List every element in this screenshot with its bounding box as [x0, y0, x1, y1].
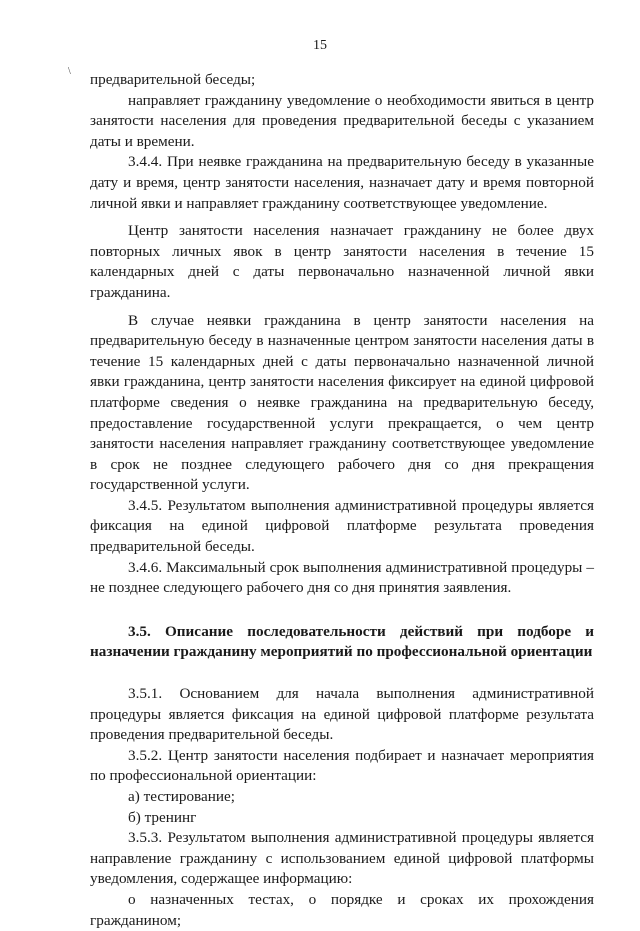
list-item: б) тренинг	[128, 808, 197, 826]
paragraph: о назначенных тестах, о порядке и сроках их прохождения гражданином;	[90, 890, 594, 929]
margin-mark: \	[68, 66, 71, 77]
paragraph: В случае неявки гражданина в центр занятости населения на предварительную беседу в назначенные центром занятости населения даты в течение 15 календарных дней с даты первоначально назначенной личной явки гражданина, центр занятости населения фиксирует на единой цифровой платформе сведения о неявке гражданина на предварительную беседу, предоставление государственной услуги прекращается, о чем центр занятости населения направляет гражданину соответствующее уведомление в срок не позднее следующего рабочего дня со дня прекращения государственной услуги.	[90, 311, 594, 494]
paragraph-3-4-5: 3.4.5. Результатом выполнения административной процедуры является фиксация на единой цифровой платформе результата проведения предварительной беседы.	[90, 496, 594, 556]
paragraph: направляет гражданину уведомление о необходимости явиться в центр занятости населения для проведения предварительной беседы с указанием даты и времени.	[90, 91, 594, 150]
paragraph: Центр занятости населения назначает гражданину не более двух повторных личных явок в центр занятости населения в течение 15 календарных дней с даты первоначально назначенной личной явки гражданина.	[90, 222, 594, 301]
page-number: 15	[313, 38, 327, 53]
paragraph-3-5-2: 3.5.2. Центр занятости населения подбирает и назначает мероприятия по профессиональной ориентации:	[90, 746, 594, 785]
paragraph-3-5-1: 3.5.1. Основанием для начала выполнения административной процедуры является фиксация на единой цифровой платформе результата проведения предварительной беседы.	[90, 685, 594, 744]
paragraph-3-5-3: 3.5.3. Результатом выполнения административной процедуры является направление гражданину с использованием единой цифровой платформы уведомления, содержащее информацию:	[90, 829, 594, 888]
paragraph-continuation: предварительной беседы;	[90, 71, 256, 88]
paragraph-3-4-4: 3.4.4. При неявке гражданина на предварительную беседу в указанные дату и время, центр занятости населения, назначает дату и время повторной личной явки и направляет гражданину соответствующее уведомление.	[90, 153, 594, 212]
section-heading-3-5: 3.5. Описание последовательности действий при подборе и назначении гражданину мероприятий по профессиональной ориентации	[90, 622, 594, 661]
paragraph-3-4-6: 3.4.6. Максимальный срок выполнения административной процедуры – не позднее следующего рабочего дня со дня принятия заявления.	[90, 558, 594, 597]
list-item: а) тестирование;	[128, 788, 235, 805]
document-body	[90, 70, 594, 931]
